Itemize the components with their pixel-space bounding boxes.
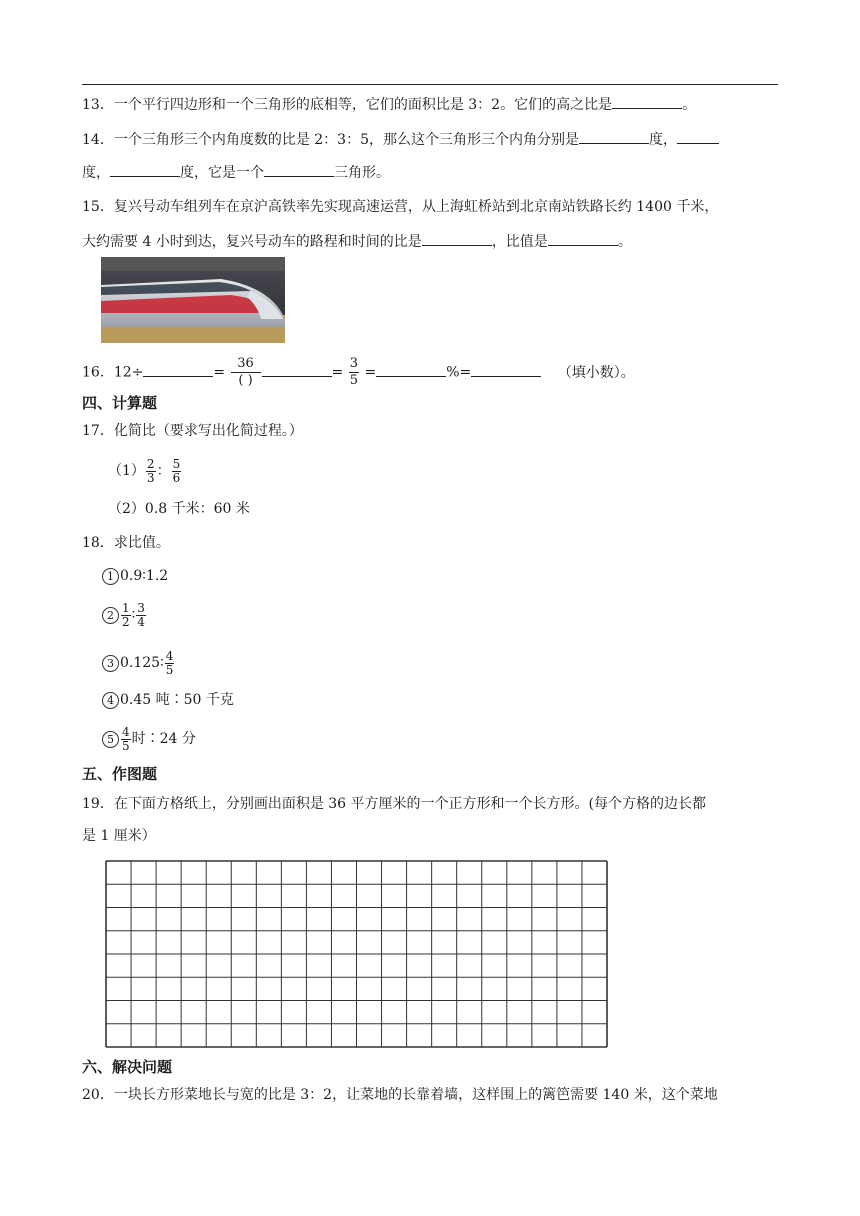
question-16 <box>82 356 635 389</box>
circled-number: 4 <box>102 692 119 709</box>
q17-part-1: （1） $\frac{2}{3}$ ： $\frac{5}{6}$ <box>108 456 181 485</box>
q18-item-4: 4 0.45 吨∶50 千克 <box>102 690 234 710</box>
question-15-line1 <box>82 197 718 217</box>
circled-number: 3 <box>102 655 119 672</box>
question-19-line1: 19．在下面方格纸上，分别画出面积是 36 平方厘米的一个正方形和一个长方形。(每个方格的边长都 <box>82 796 706 812</box>
question-17-title: 17．化简比（要求写出化简过程。） <box>82 423 303 439</box>
q15-text-b: 大约需要 4 小时到达，复兴号动车的路程和时间的比是 <box>82 234 422 250</box>
q16-blank-2[interactable] <box>262 362 332 377</box>
q14-text-b: 度， <box>648 132 677 148</box>
q15-text-d: 。 <box>617 234 632 250</box>
q14-text-e: 三角形。 <box>334 165 390 181</box>
q14-text-a: 14．一个三角形三个内角度数的比是 2：3：5，那么这个三角形三个内角分别是 <box>82 132 579 148</box>
question-14-line1 <box>82 129 719 150</box>
fraction: $\frac{4}{5}$ <box>122 724 130 753</box>
q16-eq3: = <box>364 364 377 381</box>
q18-item-5: 5 $\frac{4}{5}$ 时∶24 分 <box>102 724 196 754</box>
q15-text-a: 15．复兴号动车组列车在京沪高铁率先实现高速运营，从上海虹桥站到北京南站铁路长约 1400 千米， <box>82 199 719 215</box>
q16-eq1: = <box>213 364 226 381</box>
q15-blank-1[interactable] <box>422 231 492 246</box>
q13-text: 13．一个平行四边形和一个三角形的底相等，它们的面积比是 3：2。它们的高之比是 <box>82 97 613 113</box>
circled-number: 1 <box>102 568 119 585</box>
q16-percent: %= <box>446 364 472 381</box>
section-5-heading: 五、作图题 <box>82 765 158 783</box>
q16-prefix: 16．12÷ <box>82 364 144 381</box>
q16-note: （填小数）。 <box>557 364 635 381</box>
q14-text-d: 度，它是一个 <box>180 165 264 181</box>
q16-blank-1[interactable] <box>143 362 213 377</box>
fraction: $\frac{5}{6}$ <box>172 456 181 485</box>
q16-blank-3[interactable] <box>376 362 446 377</box>
q13-end: 。 <box>682 97 697 113</box>
q16-eq2: = <box>331 364 344 381</box>
q17-part-2: （2）0.8 千米：60 米 <box>108 501 250 517</box>
q14-blank-2[interactable] <box>677 129 719 144</box>
graph-paper-grid[interactable] <box>105 860 608 1048</box>
q14-blank-3[interactable] <box>110 162 180 177</box>
question-14-line2 <box>82 162 390 183</box>
circled-number: 2 <box>102 607 119 624</box>
header-rule <box>82 84 778 85</box>
q15-text-c: ，比值是 <box>491 234 548 250</box>
q14-text-c: 度， <box>82 165 110 181</box>
q14-blank-4[interactable] <box>264 162 334 177</box>
circled-number: 5 <box>102 731 119 748</box>
q18-item-3: 3 0.125∶ $\frac{4}{5}$ <box>102 648 175 678</box>
question-15-line2 <box>82 231 632 252</box>
q18-item-1: 1 0.9∶1.2 <box>102 566 168 586</box>
fraction: $\frac{4}{5}$ <box>165 648 174 677</box>
q14-blank-1[interactable] <box>579 129 649 144</box>
question-13 <box>82 94 696 115</box>
q15-blank-2[interactable] <box>548 231 618 246</box>
q16-fraction-3-5: $\frac{3}{5}$ <box>349 356 359 388</box>
q16-fraction-36: $\frac{36}{( )}$ <box>231 356 261 389</box>
question-20-line1: 20．一块长方形菜地长与宽的比是 3：2，让菜地的长靠着墙，这样围上的篱笆需要 140 米，这个菜地 <box>82 1087 718 1103</box>
q16-blank-4[interactable] <box>471 362 541 377</box>
train-photo <box>101 257 285 343</box>
section-4-heading: 四、计算题 <box>82 394 158 412</box>
q18-item-2: 2 $\frac{1}{2}$ ∶ $\frac{3}{4}$ <box>102 600 147 630</box>
fraction: $\frac{1}{2}$ <box>122 600 130 629</box>
question-19-line2: 是 1 厘米） <box>82 828 156 844</box>
section-6-heading: 六、解决问题 <box>82 1058 173 1076</box>
fraction: $\frac{2}{3}$ <box>146 456 155 485</box>
fraction: $\frac{3}{4}$ <box>137 600 145 629</box>
q13-blank[interactable] <box>612 94 682 109</box>
question-18-title: 18．求比值。 <box>82 535 170 551</box>
